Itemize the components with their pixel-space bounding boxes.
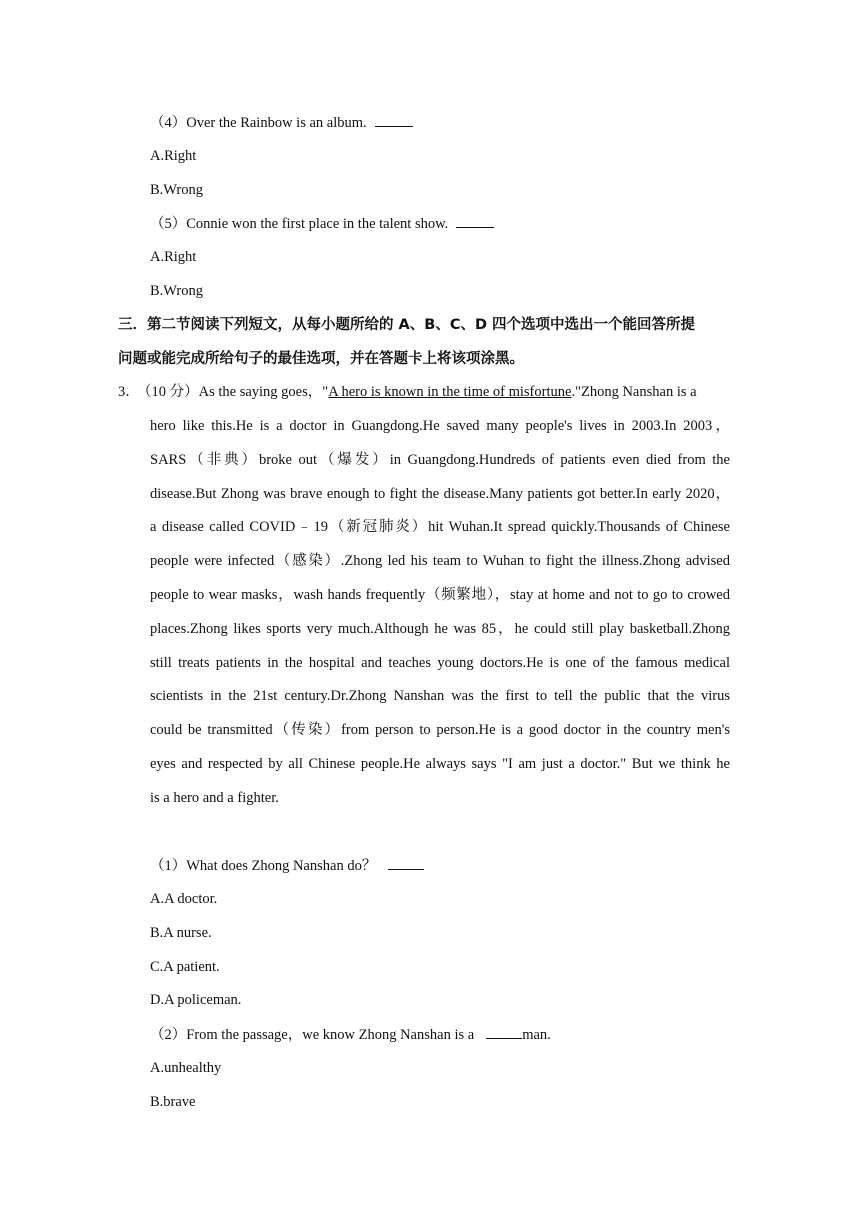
- question-5: [150, 213, 494, 234]
- option-b[interactable]: B.Wrong: [150, 283, 203, 299]
- passage-line: hero like this.He is a doctor in Guangdong.He saved many people's lives in 2003.In 2003，: [150, 418, 730, 434]
- underlined-saying: A hero is known in the time of misfortune: [328, 384, 572, 400]
- option-b[interactable]: B.brave: [150, 1094, 196, 1110]
- answer-blank[interactable]: [456, 213, 494, 228]
- passage-line: SARS（非典）broke out（爆发）in Guangdong.Hundreds of patients even died from the: [150, 451, 730, 468]
- passage-line: scientists in the 21st century.Dr.Zhong Nanshan was the first to tell the public that the virus: [150, 688, 730, 705]
- passage-line: people were infected（感染）.Zhong led his team to Wuhan to fight the illness.Zhong advised: [150, 553, 730, 570]
- question-text: What does Zhong Nanshan do？: [186, 858, 377, 874]
- answer-blank[interactable]: [486, 1024, 522, 1039]
- answer-blank[interactable]: [388, 855, 424, 870]
- question-2: [150, 1024, 551, 1045]
- answer-blank[interactable]: [375, 112, 413, 127]
- passage-last-line: is a hero and a fighter.: [150, 789, 279, 806]
- passage-number: 3．: [118, 384, 140, 400]
- passage-score: （10 分）: [137, 384, 199, 400]
- section-heading-line1: 三．第二节阅读下列短文，从每小题所给的 A、B、C、D 四个选项中选出一个能回答所提: [118, 317, 696, 333]
- question-4: [150, 112, 413, 133]
- passage-line: still treats patients in the hospital and teaches young doctors.He is one of the famous medical: [150, 654, 730, 671]
- passage-first-line: [137, 382, 730, 402]
- option-a[interactable]: A.unhealthy: [150, 1060, 222, 1076]
- question-number: （4）: [150, 115, 187, 131]
- option-c[interactable]: C.A patient.: [150, 959, 220, 975]
- passage-line: disease.But Zhong was brave enough to fight the disease.Many patients got better.In early 2020，: [150, 485, 730, 502]
- question-number: （5）: [150, 216, 187, 232]
- option-b[interactable]: B.A nurse.: [150, 925, 212, 941]
- passage-line: could be transmitted（传染）from person to person.He is a good doctor in the country men's: [150, 722, 730, 739]
- passage-line: a disease called COVID﹣19（新冠肺炎）hit Wuhan.It spread quickly.Thousands of Chinese: [150, 519, 730, 536]
- question-1: [150, 855, 424, 876]
- passage-line: places.Zhong likes sports very much.Although he was 85，he could still play basketball.Zhong: [150, 620, 730, 637]
- passage-line: eyes and respected by all Chinese people.He always says "I am just a doctor." But we think he: [150, 756, 730, 772]
- question-text: Connie won the first place in the talent show.: [186, 216, 449, 232]
- passage-line: people to wear masks，wash hands frequently（频繁地），stay at home and not to go to crowed: [150, 587, 730, 603]
- passage-intro: As the saying goes，": [198, 384, 329, 400]
- question-text-end: man.: [522, 1027, 551, 1043]
- question-number: （2）: [150, 1027, 187, 1043]
- option-a[interactable]: A.Right: [150, 148, 197, 164]
- option-d[interactable]: D.A policeman.: [150, 992, 242, 1008]
- option-a[interactable]: A.Right: [150, 249, 197, 265]
- option-b[interactable]: B.Wrong: [150, 182, 203, 198]
- question-number: （1）: [150, 858, 187, 874]
- question-text: Over the Rainbow is an album.: [186, 115, 367, 131]
- passage-intro-end: ."Zhong Nanshan is a: [571, 384, 697, 400]
- option-a[interactable]: A.A doctor.: [150, 891, 218, 907]
- section-heading-line2: 问题或能完成所给句子的最佳选项，并在答题卡上将该项涂黑。: [118, 351, 524, 367]
- question-text: From the passage，we know Zhong Nanshan is a: [186, 1027, 475, 1043]
